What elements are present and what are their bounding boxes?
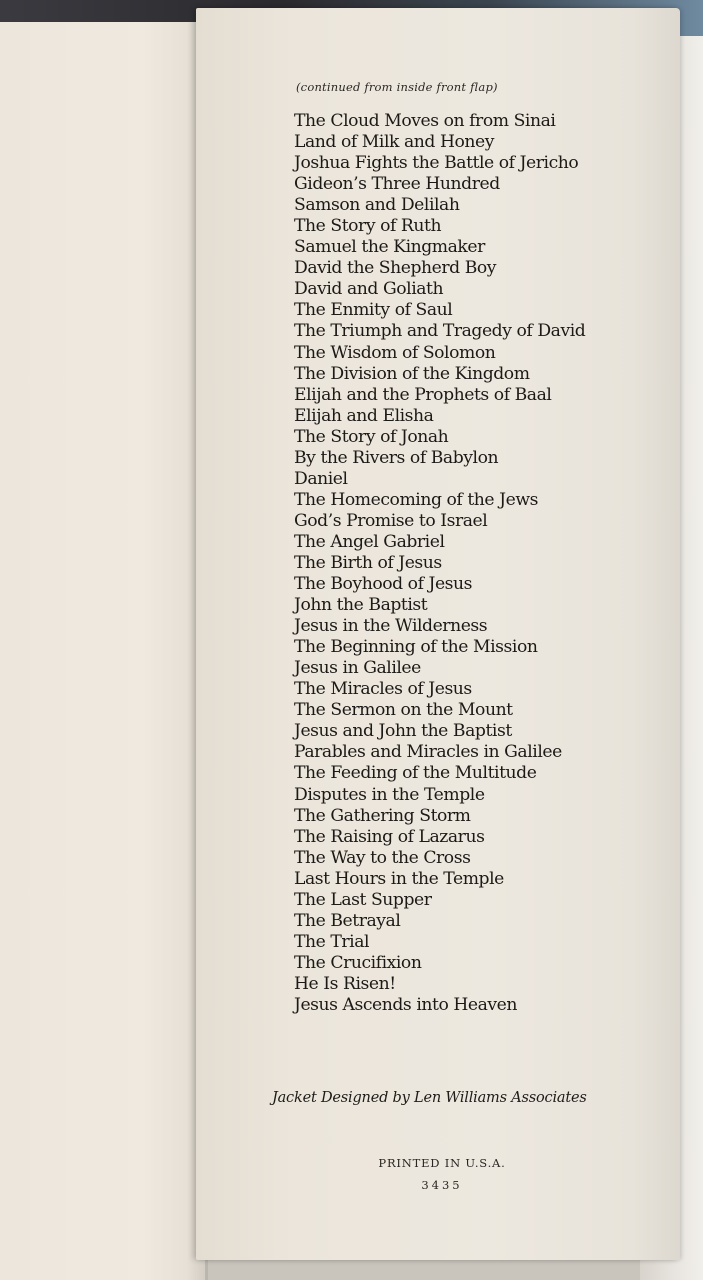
- contents-item: Parables and Miracles in Galilee: [294, 742, 562, 763]
- contents-item: The Raising of Lazarus: [294, 826, 485, 847]
- contents-item: The Beginning of the Mission: [294, 637, 538, 658]
- contents-item: Jesus Ascends into Heaven: [294, 994, 518, 1015]
- contents-item: The Homecoming of the Jews: [294, 489, 538, 510]
- contents-item: The Triumph and Tragedy of David: [294, 321, 586, 342]
- jacket-back-flap: [196, 8, 680, 1260]
- printed-in-note: PRINTED IN U.S.A.: [378, 1156, 506, 1170]
- contents-item: Elijah and the Prophets of Baal: [294, 384, 552, 405]
- contents-item: The Wisdom of Solomon: [294, 342, 496, 363]
- contents-item: Gideon’s Three Hundred: [294, 174, 500, 195]
- contents-item: Jesus in the Wilderness: [294, 616, 488, 637]
- contents-item: David the Shepherd Boy: [294, 258, 497, 279]
- contents-item: Jesus in Galilee: [294, 658, 421, 679]
- contents-item: The Miracles of Jesus: [294, 679, 472, 700]
- contents-item: The Sermon on the Mount: [294, 700, 513, 721]
- contents-item: The Last Supper: [294, 889, 432, 910]
- contents-item: God’s Promise to Israel: [294, 510, 488, 531]
- contents-list: [294, 111, 664, 1016]
- contents-item: David and Goliath: [294, 279, 444, 300]
- contents-item: The Boyhood of Jesus: [294, 574, 473, 595]
- contents-item: Elijah and Elisha: [294, 405, 434, 426]
- contents-item: By the Rivers of Babylon: [294, 447, 499, 468]
- contents-item: He Is Risen!: [294, 973, 396, 994]
- left-page: [0, 22, 205, 1280]
- contents-item: The Betrayal: [294, 910, 401, 931]
- contents-item: The Birth of Jesus: [294, 552, 442, 573]
- jacket-credit: Jacket Designed by Len Williams Associates: [272, 1090, 587, 1106]
- contents-item: Land of Milk and Honey: [294, 132, 495, 153]
- contents-item: The Cloud Moves on from Sinai: [294, 111, 556, 131]
- continued-note: (continued from inside front flap): [296, 80, 498, 94]
- contents-item: The Trial: [294, 931, 370, 952]
- flap-content: [294, 80, 664, 1016]
- contents-item: Last Hours in the Temple: [294, 868, 504, 889]
- contents-item: The Way to the Cross: [294, 847, 471, 868]
- contents-item: The Angel Gabriel: [294, 531, 445, 552]
- contents-item: The Crucifixion: [294, 952, 422, 973]
- contents-item: The Gathering Storm: [294, 805, 471, 826]
- contents-item: The Division of the Kingdom: [294, 363, 530, 384]
- contents-item: Joshua Fights the Battle of Jericho: [294, 153, 579, 174]
- contents-item: The Feeding of the Multitude: [294, 763, 537, 784]
- contents-item: John the Baptist: [294, 595, 428, 616]
- contents-item: Disputes in the Temple: [294, 784, 485, 805]
- contents-item: Jesus and John the Baptist: [294, 721, 512, 742]
- contents-item: Daniel: [294, 468, 348, 489]
- catalog-code: 3435: [421, 1178, 463, 1192]
- contents-item: Samuel the Kingmaker: [294, 237, 485, 258]
- contents-item: Samson and Delilah: [294, 195, 460, 216]
- contents-item: The Story of Ruth: [294, 216, 442, 237]
- contents-item: The Story of Jonah: [294, 426, 449, 447]
- contents-item: The Enmity of Saul: [294, 300, 453, 321]
